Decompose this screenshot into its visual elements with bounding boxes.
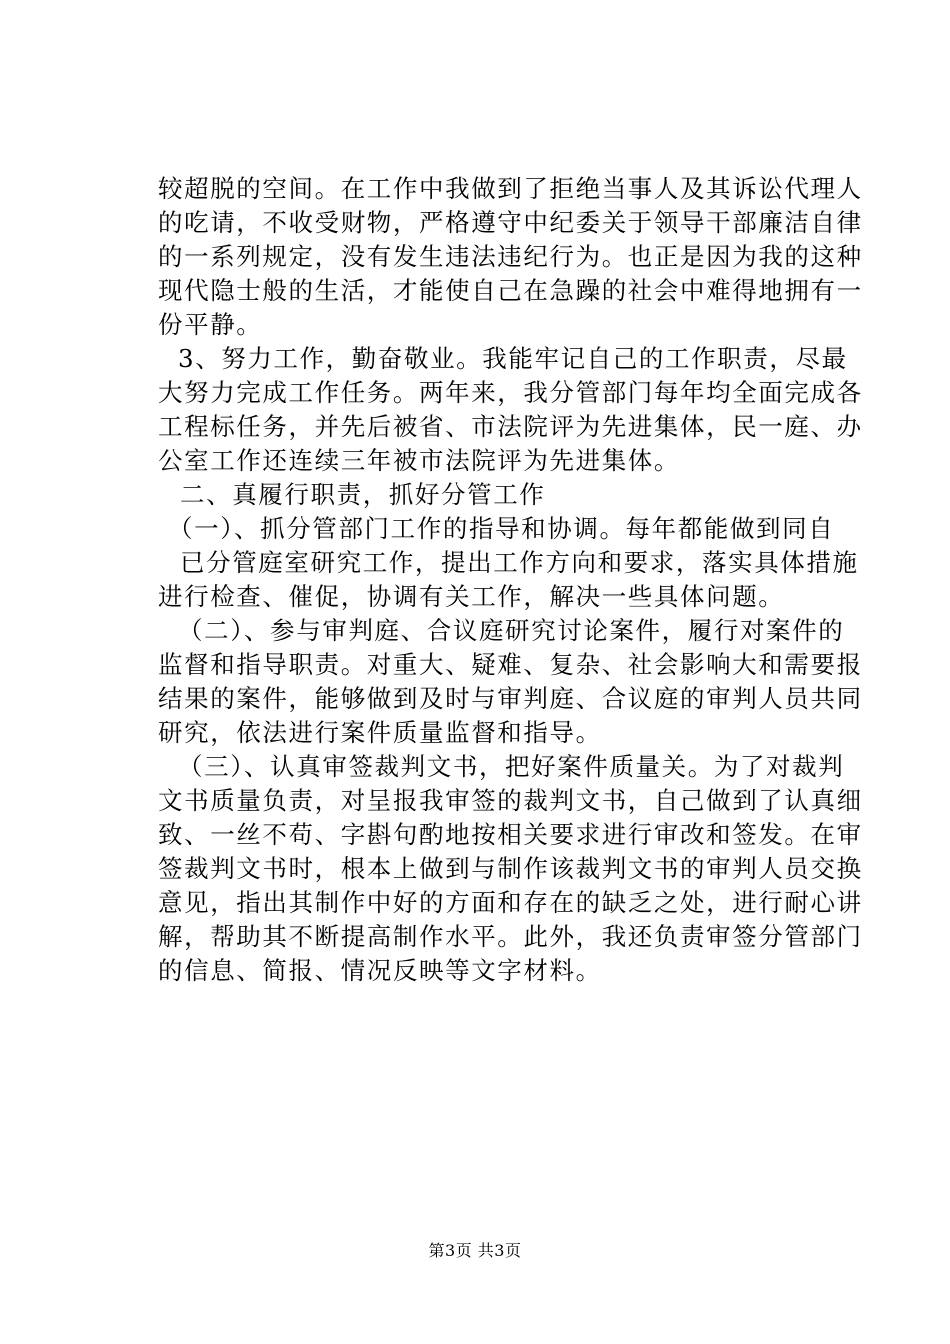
text-line: 的吃请，不收受财物，严格遵守中纪委关于领导干部廉洁自律 xyxy=(158,208,863,237)
text-line: 工程标任务，并先后被省、市法院评为先进集体，民一庭、办 xyxy=(158,412,863,441)
text-line: 签裁判文书时，根本上做到与制作该裁判文书的审判人员交换 xyxy=(158,854,863,883)
page-footer: 第3页 共3页 xyxy=(428,1241,522,1260)
text-line: 解，帮助其不断提高制作水平。此外，我还负责审签分管部门 xyxy=(158,922,863,951)
text-line: 已分管庭室研究工作，提出工作方向和要求，落实具体措施 xyxy=(180,548,859,577)
text-line: （三）、认真审签裁判文书，把好案件质量关。为了对裁判 xyxy=(178,752,845,781)
text-line: 较超脱的空间。在工作中我做到了拒绝当事人及其诉讼代理人 xyxy=(158,174,863,203)
text-line: 文书质量负责，对呈报我审签的裁判文书，自己做到了认真细 xyxy=(158,786,863,815)
text-line: 公室工作还连续三年被市法院评为先进集体。 xyxy=(158,446,680,475)
text-line: 现代隐士般的生活，才能使自己在急躁的社会中难得地拥有一 xyxy=(158,276,863,305)
text-line: 结果的案件，能够做到及时与审判庭、合议庭的审判人员共同 xyxy=(158,684,863,713)
document-body xyxy=(158,172,863,988)
text-line: 监督和指导职责。对重大、疑难、复杂、社会影响大和需要报 xyxy=(158,650,863,679)
text-line: 致、一丝不苟、字斟句酌地按相关要求进行审改和签发。在审 xyxy=(158,820,863,849)
text-line: 的一系列规定，没有发生违法违纪行为。也正是因为我的这种 xyxy=(158,242,863,271)
text-line: 大努力完成工作任务。两年来，我分管部门每年均全面完成各 xyxy=(158,378,863,407)
text-line: 的信息、简报、情况反映等文字材料。 xyxy=(158,956,602,985)
text-line: 二、真履行职责，抓好分管工作 xyxy=(180,480,546,509)
text-line: 意见，指出其制作中好的方面和存在的缺乏之处，进行耐心讲 xyxy=(158,888,863,917)
text-line: （一）、抓分管部门工作的指导和协调。每年都能做到同自 xyxy=(168,514,835,543)
text-line: 进行检查、催促，协调有关工作，解决一些具体问题。 xyxy=(158,582,785,611)
text-line: 研究，依法进行案件质量监督和指导。 xyxy=(158,718,602,747)
text-line: （二）、参与审判庭、合议庭研究讨论案件，履行对案件的 xyxy=(178,616,845,645)
text-line: 份平静。 xyxy=(158,310,263,339)
text-line: 3、努力工作，勤奋敬业。我能牢记自己的工作职责，尽最 xyxy=(178,344,848,373)
